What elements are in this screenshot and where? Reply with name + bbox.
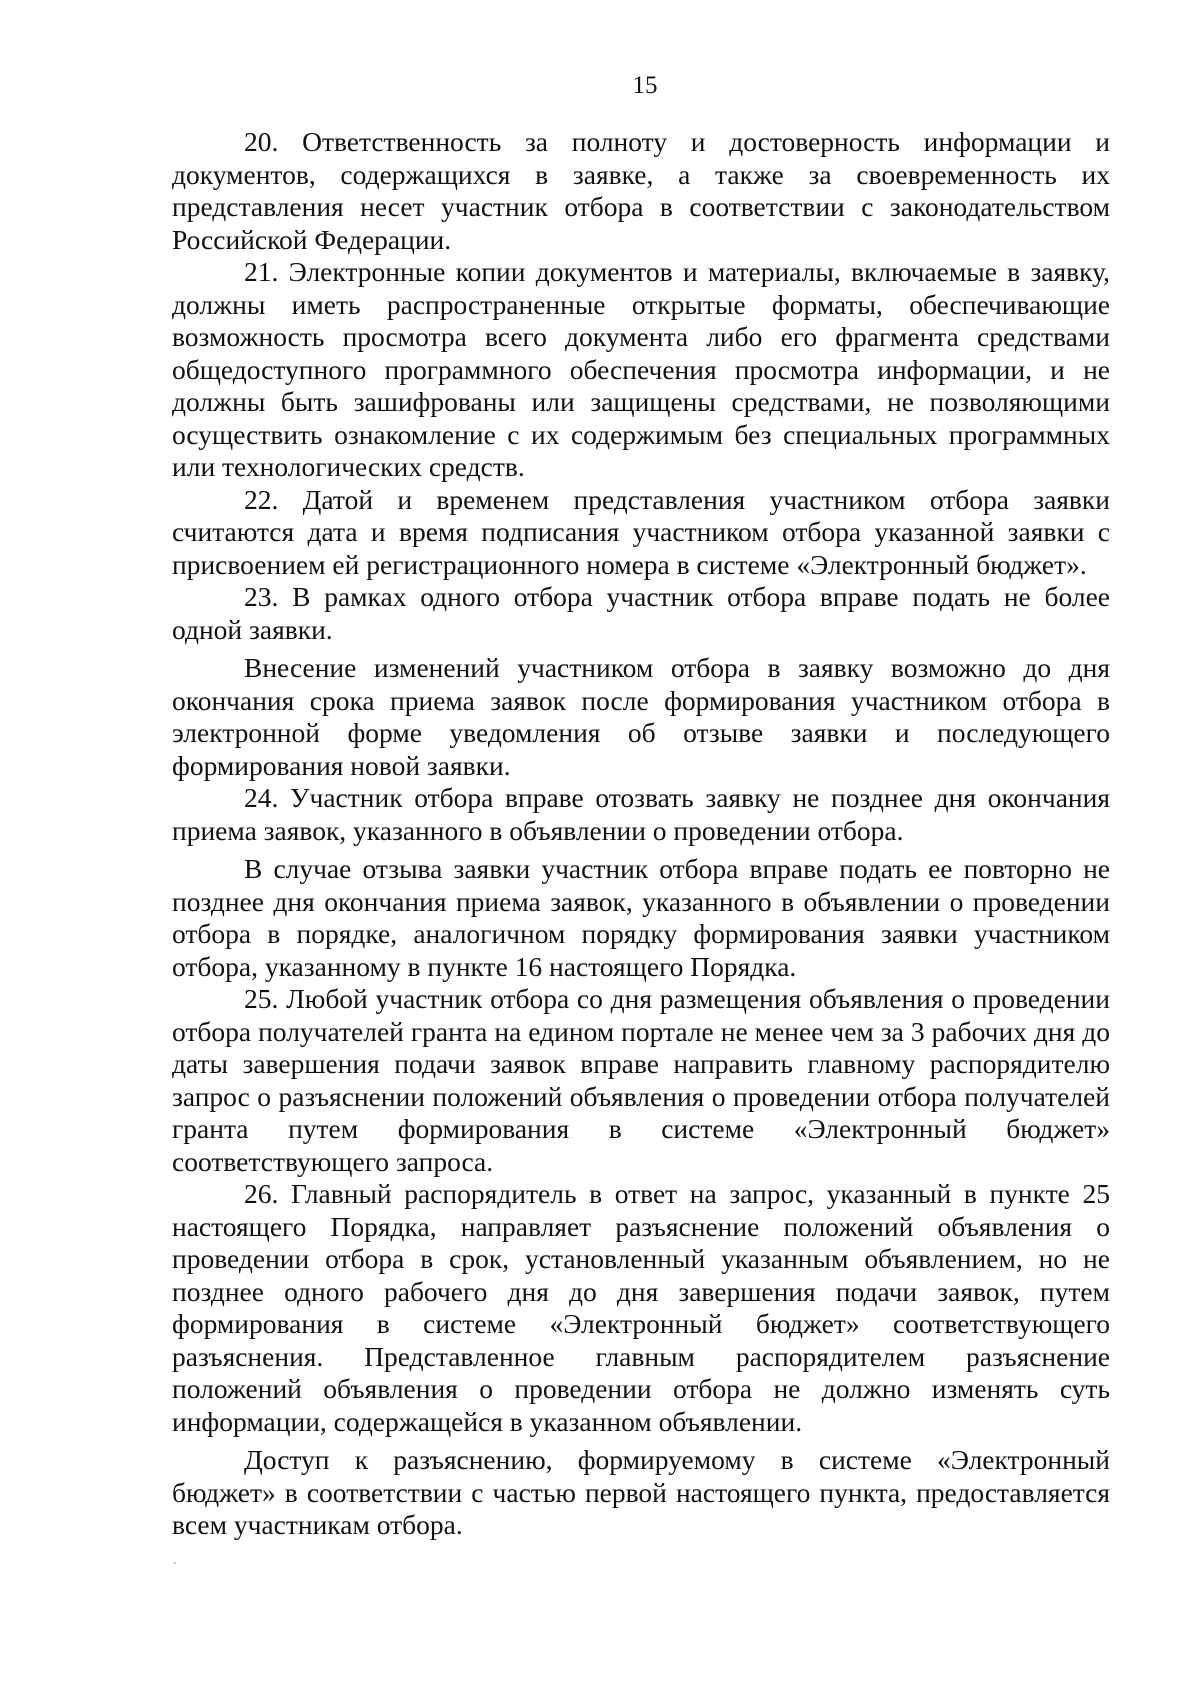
paragraph-26-access: Доступ к разъяснению, формируемому в системе «Электронный бюджет» в соответствии с частью первой настоящего пункта, предоставляется всем участникам отбора. [172, 1444, 1110, 1540]
paragraph-23-amendment: Внесение изменений участником отбора в заявку возможно до дня окончания срока приема заявок после формирования участником отбора в электронной форме уведомления об отзыве заявки и последующего формирования новой заявки. [172, 652, 1110, 781]
paragraph-22: 22. Датой и временем представления участником отбора заявки считаются дата и время подписания участником отбора указанной заявки с присвоением ей регистрационного номера в системе «Электронный бюджет». [172, 483, 1110, 580]
paragraph-25: 25. Любой участник отбора со дня размещения объявления о проведении отбора получателей гранта на едином портале не менее чем за 3 рабочих дня до даты завершения подачи заявок вправе направить главному распорядителю запрос о разъяснении положений объявления о проведении отбора получателей гранта путем формирования в системе «Электронный бюджет» соответствующего запроса. [172, 983, 1110, 1177]
paragraph-23: 23. В рамках одного отбора участник отбора вправе подать не более одной заявки. [172, 581, 1110, 645]
paragraph-24: 24. Участник отбора вправе отозвать заявку не позднее дня окончания приема заявок, указанного в объявлении о проведении отбора. [172, 782, 1110, 846]
paragraph-26: 26. Главный распорядитель в ответ на запрос, указанный в пункте 25 настоящего Порядка, направляет разъяснение положений объявления о проведении отбора в срок, установленный указанным объявлением, но не позднее одного рабочего дня до дня завершения подачи заявок, путем формирования в системе «Электронный бюджет» соответствующего разъяснения. Представленное главным распорядителем разъяснение положений объявления о проведении отбора не должно изменять суть информации, содержащейся в указанном объявлении. [172, 1178, 1110, 1437]
paragraph-21: 21. Электронные копии документов и материалы, включаемые в заявку, должны иметь распространенные открытые форматы, обеспечивающие возможность просмотра всего документа либо его фрагмента средствами общедоступного программного обеспечения просмотра информации, и не должны быть зашифрованы или защищены средствами, не позволяющими осуществить ознакомление с их содержимым без специальных программных или технологических средств. [172, 256, 1110, 482]
paragraph-24-resubmission: В случае отзыва заявки участник отбора вправе подать ее повторно не позднее дня окончания приема заявок, указанного в объявлении о проведении отбора в порядке, аналогичном порядку формирования заявки участником отбора, указанному в пункте 16 настоящего Порядка. [172, 853, 1110, 982]
document-body [172, 126, 1110, 1542]
scan-artifact [174, 1562, 176, 1564]
paragraph-20: 20. Ответственность за полноту и достоверность информации и документов, содержащихся в заявке, а также за своевременность их представления несет участник отбора в соответствии с законодательством Российской Федерации. [172, 126, 1110, 255]
page-number: 15 [632, 72, 658, 99]
